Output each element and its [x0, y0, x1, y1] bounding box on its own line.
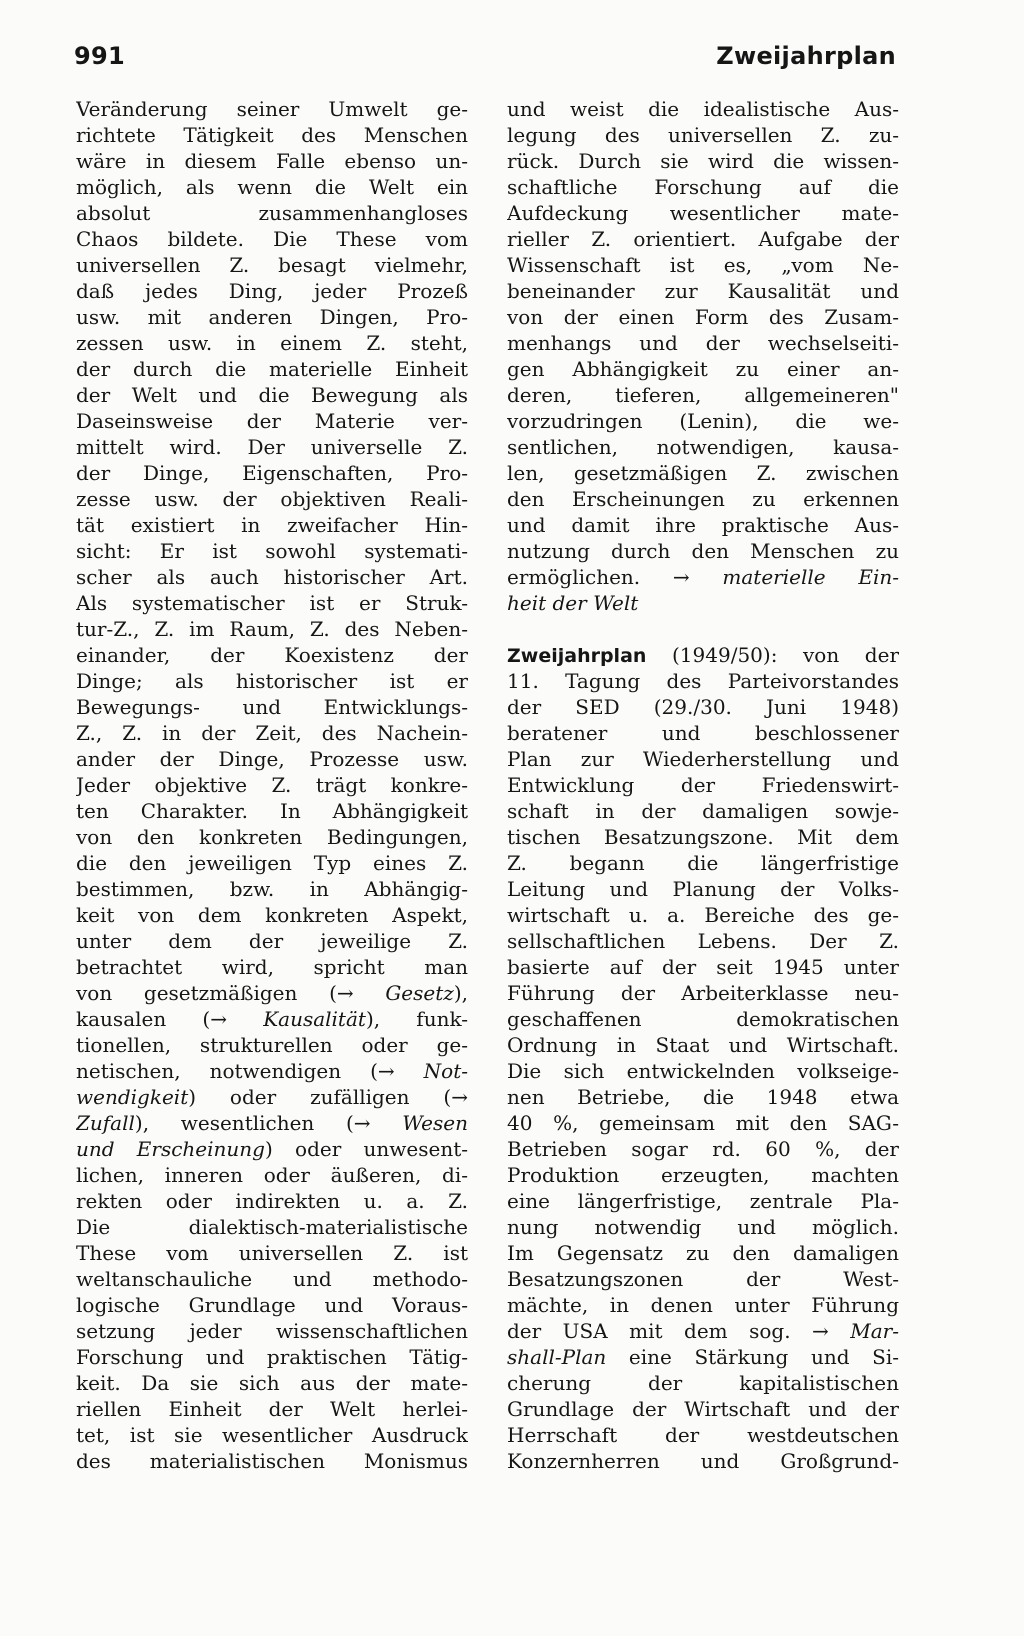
text-line — [507, 668, 899, 694]
line-text: von gesetzmäßigen (→ — [76, 981, 386, 1005]
line-text: nutzung durch den Menschen zu — [507, 539, 899, 563]
line-text: daß jedes Ding, jeder Prozeß — [76, 279, 468, 303]
line-text: beneinander zur Kausalität und — [507, 279, 899, 303]
line-text: Entwicklung der Friedenswirt- — [507, 773, 899, 797]
text-line — [507, 304, 899, 330]
line-text: des materialistischen Monismus — [76, 1449, 468, 1473]
text-line — [507, 590, 899, 616]
line-text: Bewegungs- und Entwicklungs- — [76, 695, 468, 719]
line-text: Die sich entwickelnden volkseige- — [507, 1059, 899, 1083]
line-text: den Erscheinungen zu erkennen — [507, 487, 899, 511]
text-line — [507, 486, 899, 512]
text-line — [507, 772, 899, 798]
line-text: Besatzungszonen der West- — [507, 1267, 899, 1291]
text-line — [76, 980, 468, 1006]
text-line — [76, 1214, 468, 1240]
text-line — [507, 824, 899, 850]
text-line — [507, 720, 899, 746]
text-line — [507, 928, 899, 954]
text-line — [507, 1292, 899, 1318]
line-text: zesse usw. der objektiven Reali- — [76, 487, 468, 511]
line-text: keit. Da sie sich aus der mate- — [76, 1371, 468, 1395]
text-line — [76, 1188, 468, 1214]
line-text: mittelt wird. Der universelle Z. — [76, 435, 468, 459]
line-text: keit von dem konkreten Aspekt, — [76, 903, 468, 927]
cross-reference: Wesen — [402, 1111, 468, 1135]
text-line — [76, 642, 468, 668]
text-line — [507, 980, 899, 1006]
line-text: tur-Z., Z. im Raum, Z. des Neben- — [76, 617, 468, 641]
text-line — [76, 538, 468, 564]
text-line — [507, 642, 899, 668]
text-line — [76, 1292, 468, 1318]
line-text: universellen Z. besagt vielmehr, — [76, 253, 468, 277]
line-text: legung des universellen Z. zu- — [507, 123, 899, 147]
line-text: Z. begann die längerfristige — [507, 851, 899, 875]
line-text: absolut zusammenhangloses — [76, 201, 468, 225]
text-line — [76, 356, 468, 382]
line-text: 40 %, gemeinsam mit den SAG- — [507, 1111, 899, 1135]
text-line — [76, 408, 468, 434]
text-line — [76, 512, 468, 538]
cross-reference: Zufall — [76, 1111, 135, 1135]
text-line — [507, 174, 899, 200]
text-line — [507, 1006, 899, 1032]
line-text: gen Abhängigkeit zu einer an- — [507, 357, 899, 381]
line-text: der SED (29./30. Juni 1948) — [507, 695, 899, 719]
line-text: einander, der Koexistenz der — [76, 643, 468, 667]
line-text: (1949/50): von der — [646, 643, 899, 667]
cross-reference: wendigkeit — [76, 1085, 189, 1109]
line-text: menhangs und der wechselseiti- — [507, 331, 899, 355]
line-text: Plan zur Wiederherstellung und — [507, 747, 899, 771]
line-text: Die dialektisch-materialistische — [76, 1215, 468, 1239]
line-text: tionellen, strukturellen oder ge- — [76, 1033, 468, 1057]
cross-reference: Mar- — [850, 1319, 899, 1343]
line-text: Aufdeckung wesentlicher mate- — [507, 201, 899, 225]
line-text: und damit ihre praktische Aus- — [507, 513, 899, 537]
line-text: Dinge; als historischer ist er — [76, 669, 468, 693]
text-line — [76, 252, 468, 278]
text-line — [76, 486, 468, 512]
line-text: lichen, inneren oder äußeren, di- — [76, 1163, 468, 1187]
line-text: rekten oder indirekten u. a. Z. — [76, 1189, 468, 1213]
line-text: sicht: Er ist sowohl systemati- — [76, 539, 468, 563]
line-text: setzung jeder wissenschaftlichen — [76, 1319, 468, 1343]
line-text: kausalen (→ — [76, 1007, 264, 1031]
text-line — [507, 1032, 899, 1058]
line-text: richtete Tätigkeit des Menschen — [76, 123, 468, 147]
line-text: len, gesetzmäßigen Z. zwischen — [507, 461, 899, 485]
line-text: geschaffenen demokratischen — [507, 1007, 899, 1031]
text-line — [507, 798, 899, 824]
line-text: netischen, notwendigen (→ — [76, 1059, 424, 1083]
text-line — [76, 122, 468, 148]
text-line — [507, 564, 899, 590]
text-line — [76, 616, 468, 642]
text-line — [507, 694, 899, 720]
text-line — [507, 96, 899, 122]
text-line — [76, 1448, 468, 1474]
text-line — [76, 1136, 468, 1162]
line-text: die den jeweiligen Typ eines Z. — [76, 851, 468, 875]
cross-reference: Not- — [423, 1059, 468, 1083]
line-text: ermöglichen. → — [507, 565, 723, 589]
line-text: Konzernherren und Großgrund- — [507, 1449, 899, 1473]
text-line — [507, 1136, 899, 1162]
text-line — [507, 746, 899, 772]
line-text: rieller Z. orientiert. Aufgabe der — [507, 227, 899, 251]
text-line — [76, 876, 468, 902]
line-text: ) oder zufälligen (→ — [188, 1085, 468, 1109]
text-line — [76, 1006, 468, 1032]
line-text: eine längerfristige, zentrale Pla- — [507, 1189, 899, 1213]
text-line — [76, 824, 468, 850]
line-text: Betrieben sogar rd. 60 %, der — [507, 1137, 899, 1161]
cross-reference: und Erscheinung — [76, 1137, 265, 1161]
line-text: Veränderung seiner Umwelt ge- — [76, 97, 468, 121]
text-line — [76, 798, 468, 824]
line-text: ) oder unwesent- — [265, 1137, 468, 1161]
cross-reference: shall-Plan — [507, 1345, 607, 1369]
text-line — [76, 382, 468, 408]
line-text: beratener und beschlossener — [507, 721, 899, 745]
line-text: ander der Dinge, Prozesse usw. — [76, 747, 468, 771]
line-text: der USA mit dem sog. → — [507, 1319, 851, 1343]
text-line — [507, 538, 899, 564]
text-line — [507, 1370, 899, 1396]
text-line — [76, 226, 468, 252]
line-text: nung notwendig und möglich. — [507, 1215, 899, 1239]
line-text: logische Grundlage und Voraus- — [76, 1293, 468, 1317]
line-text: eine Stärkung und Si- — [606, 1345, 899, 1369]
text-line — [507, 1266, 899, 1292]
text-line — [76, 1240, 468, 1266]
text-line — [507, 460, 899, 486]
line-text: möglich, als wenn die Welt ein — [76, 175, 468, 199]
text-line — [507, 954, 899, 980]
line-text: tät existiert in zweifacher Hin- — [76, 513, 468, 537]
text-line — [507, 122, 899, 148]
line-text: von der einen Form des Zusam- — [507, 305, 899, 329]
text-line — [76, 1318, 468, 1344]
line-text: mächte, in denen unter Führung — [507, 1293, 899, 1317]
text-line — [507, 1344, 899, 1370]
line-text: Ordnung in Staat und Wirtschaft. — [507, 1033, 899, 1057]
line-text: vorzudringen (Lenin), die we- — [507, 409, 899, 433]
text-line — [76, 148, 468, 174]
line-text: scher als auch historischer Art. — [76, 565, 468, 589]
line-text: Herrschaft der westdeutschen — [507, 1423, 899, 1447]
text-line — [507, 1422, 899, 1448]
line-text: ), funk- — [365, 1007, 468, 1031]
line-text: Leitung und Planung der Volks- — [507, 877, 899, 901]
text-line — [507, 1240, 899, 1266]
text-line — [76, 1266, 468, 1292]
text-line — [76, 96, 468, 122]
text-line — [76, 330, 468, 356]
line-text: und weist die idealistische Aus- — [507, 97, 899, 121]
line-text: wäre in diesem Falle ebenso un- — [76, 149, 468, 173]
cross-reference: heit der Welt — [507, 591, 639, 615]
text-line — [76, 1162, 468, 1188]
line-text: bestimmen, bzw. in Abhängig- — [76, 877, 468, 901]
line-text: riellen Einheit der Welt herlei- — [76, 1397, 468, 1421]
line-text: Als systematischer ist er Struk- — [76, 591, 468, 615]
text-line — [76, 590, 468, 616]
text-line — [507, 902, 899, 928]
text-line — [507, 252, 899, 278]
text-line — [76, 928, 468, 954]
text-line — [507, 200, 899, 226]
text-line — [507, 1084, 899, 1110]
line-text: basierte auf der seit 1945 unter — [507, 955, 899, 979]
text-line — [507, 1318, 899, 1344]
text-line — [507, 876, 899, 902]
line-text: der Welt und die Bewegung als — [76, 383, 468, 407]
line-text: ten Charakter. In Abhängigkeit — [76, 799, 468, 823]
text-line — [76, 278, 468, 304]
text-line — [76, 174, 468, 200]
line-text: cherung der kapitalistischen — [507, 1371, 899, 1395]
text-line — [507, 1188, 899, 1214]
line-text: These vom universellen Z. ist — [76, 1241, 468, 1265]
line-text: unter dem der jeweilige Z. — [76, 929, 468, 953]
text-line — [76, 850, 468, 876]
line-text: deren, tieferen, allgemeineren" — [507, 383, 899, 407]
line-text: Produktion erzeugten, machten — [507, 1163, 899, 1187]
line-text: Grundlage der Wirtschaft und der — [507, 1397, 899, 1421]
line-text: Im Gegensatz zu den damaligen — [507, 1241, 899, 1265]
text-line — [507, 1396, 899, 1422]
page-number: 991 — [74, 42, 125, 70]
line-text: von den konkreten Bedingungen, — [76, 825, 468, 849]
text-line — [507, 1110, 899, 1136]
text-line — [76, 1110, 468, 1136]
line-text: Jeder objektive Z. trägt konkre- — [76, 773, 468, 797]
text-line — [76, 720, 468, 746]
text-line — [507, 330, 899, 356]
text-line — [76, 1396, 468, 1422]
line-text: Wissenschaft ist es, „vom Ne- — [507, 253, 899, 277]
text-line — [76, 694, 468, 720]
text-line — [76, 434, 468, 460]
text-line — [507, 434, 899, 460]
line-text: Daseinsweise der Materie ver- — [76, 409, 468, 433]
line-text: Chaos bildete. Die These vom — [76, 227, 468, 251]
line-text: schaft in der damaligen sowje- — [507, 799, 899, 823]
text-line — [76, 1370, 468, 1396]
text-line — [76, 772, 468, 798]
text-line — [507, 278, 899, 304]
text-line — [507, 1162, 899, 1188]
line-text: tet, ist sie wesentlicher Ausdruck — [76, 1423, 468, 1447]
line-text: usw. mit anderen Dingen, Pro- — [76, 305, 468, 329]
text-line — [76, 954, 468, 980]
text-line — [507, 408, 899, 434]
cross-reference: materielle Ein- — [722, 565, 899, 589]
text-line — [76, 304, 468, 330]
line-text: schaftliche Forschung auf die — [507, 175, 899, 199]
line-text: Z., Z. in der Zeit, des Nachein- — [76, 721, 468, 745]
cross-reference: Kausalität — [263, 1007, 366, 1031]
text-line — [76, 902, 468, 928]
text-line — [76, 1422, 468, 1448]
line-text: wirtschaft u. a. Bereiche des ge- — [507, 903, 899, 927]
text-line — [507, 226, 899, 252]
text-line — [507, 382, 899, 408]
text-line — [76, 746, 468, 772]
line-text: sentlichen, notwendigen, kausa- — [507, 435, 899, 459]
text-line — [507, 1448, 899, 1474]
text-line — [76, 1032, 468, 1058]
text-line — [507, 512, 899, 538]
entry-headword: Zweijahrplan — [507, 645, 647, 667]
text-line — [76, 200, 468, 226]
line-text: ), — [453, 981, 468, 1005]
left-text-column — [76, 96, 468, 1474]
text-line — [76, 1344, 468, 1370]
text-line — [507, 356, 899, 382]
line-text: tischen Besatzungszone. Mit dem — [507, 825, 899, 849]
text-line — [76, 668, 468, 694]
right-text-column — [507, 96, 899, 1474]
text-line — [76, 564, 468, 590]
text-line — [76, 1084, 468, 1110]
line-text: nen Betriebe, die 1948 etwa — [507, 1085, 899, 1109]
line-text: weltanschauliche und methodo- — [76, 1267, 468, 1291]
text-line — [76, 1058, 468, 1084]
text-line — [507, 850, 899, 876]
line-text: zessen usw. in einem Z. steht, — [76, 331, 468, 355]
line-text: der durch die materielle Einheit — [76, 357, 468, 381]
line-text: ), wesentlichen (→ — [134, 1111, 403, 1135]
running-header-keyword: Zweijahrplan — [716, 42, 896, 70]
text-line — [507, 1214, 899, 1240]
line-text: Forschung und praktischen Tätig- — [76, 1345, 468, 1369]
line-text: betrachtet wird, spricht man — [76, 955, 468, 979]
text-line — [507, 1058, 899, 1084]
line-text: 11. Tagung des Parteivorstandes — [507, 669, 899, 693]
text-line — [507, 148, 899, 174]
line-text: der Dinge, Eigenschaften, Pro- — [76, 461, 468, 485]
text-line — [76, 460, 468, 486]
cross-reference: Gesetz — [385, 981, 454, 1005]
line-text: Führung der Arbeiterklasse neu- — [507, 981, 899, 1005]
line-text: sellschaftlichen Lebens. Der Z. — [507, 929, 899, 953]
line-text: rück. Durch sie wird die wissen- — [507, 149, 899, 173]
